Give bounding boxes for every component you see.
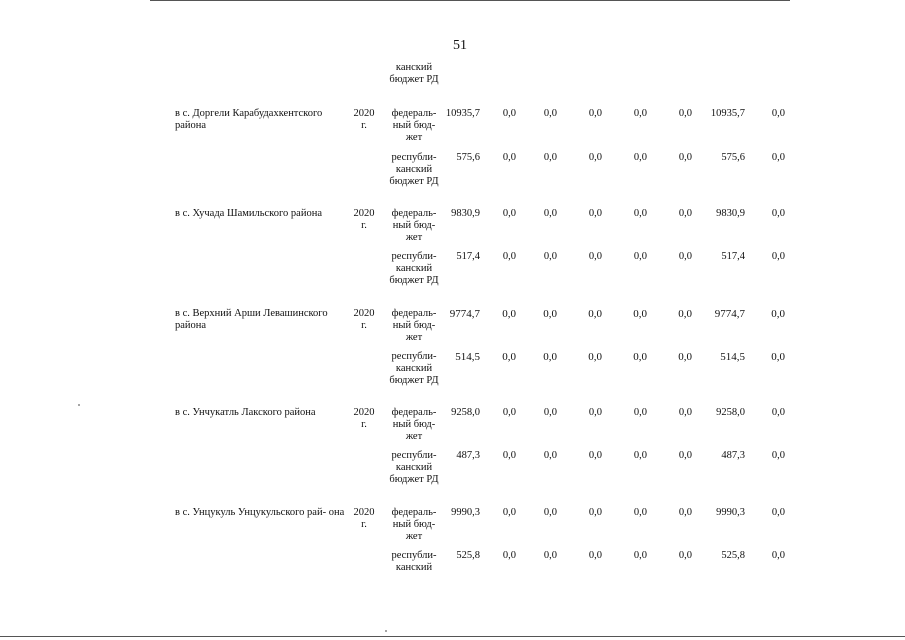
value-cell: 10935,7: [445, 108, 480, 119]
value-cell: 0,0: [588, 152, 602, 163]
value-cell: 0,0: [678, 351, 692, 363]
place-name: в с. Хучада Шамильского района: [175, 208, 322, 219]
value-cell: 9258,0: [716, 407, 745, 418]
value-cell: 0,0: [771, 208, 785, 219]
value-cell: 0,0: [588, 407, 602, 418]
place-name: в с. Верхний Арши Левашинского района: [175, 308, 328, 331]
value-cell: 0,0: [588, 550, 602, 561]
value-cell: 0,0: [678, 507, 692, 518]
value-cell: 525,8: [456, 550, 480, 561]
value-cell: 0,0: [678, 308, 692, 320]
value-cell: 0,0: [543, 550, 557, 561]
budget-label-federal: федераль- ный бюд- жет: [391, 507, 437, 542]
value-cell: 0,0: [543, 251, 557, 262]
value-cell: 0,0: [771, 152, 785, 163]
value-cell: 0,0: [588, 251, 602, 262]
value-cell: 0,0: [588, 108, 602, 119]
year: 2020 г.: [353, 208, 375, 231]
value-cell: 9830,9: [451, 208, 480, 219]
value-cell: 0,0: [543, 152, 557, 163]
value-cell: 0,0: [502, 407, 516, 418]
value-cell: 0,0: [502, 450, 516, 461]
value-cell: 0,0: [633, 251, 647, 262]
value-cell: 514,5: [720, 351, 745, 363]
budget-label-federal: федераль- ный бюд- жет: [391, 308, 437, 343]
value-cell: 0,0: [771, 308, 785, 320]
value-cell: 0,0: [502, 308, 516, 320]
value-cell: 0,0: [771, 407, 785, 418]
budget-label-republic: республи- канский бюджет РД: [389, 251, 439, 286]
value-cell: 0,0: [543, 507, 557, 518]
budget-label-republic: республи- канский бюджет РД: [389, 351, 439, 386]
year: 2020 г.: [353, 108, 375, 131]
value-cell: 517,4: [456, 251, 480, 262]
value-cell: 10935,7: [710, 108, 745, 119]
budget-label-continued: канский бюджет РД: [389, 62, 439, 85]
bottom-edge-line: [0, 636, 905, 637]
value-cell: 0,0: [633, 152, 647, 163]
value-cell: 0,0: [678, 108, 692, 119]
page-number: 51: [453, 38, 467, 53]
value-cell: 517,4: [721, 251, 745, 262]
value-cell: 9990,3: [451, 507, 480, 518]
value-cell: 0,0: [502, 108, 516, 119]
top-edge-line: [150, 0, 790, 1]
budget-label-federal: федераль- ный бюд- жет: [391, 208, 437, 243]
value-cell: 0,0: [771, 550, 785, 561]
budget-label-republic: республи- канский бюджет РД: [389, 450, 439, 485]
value-cell: 0,0: [633, 351, 647, 363]
value-cell: 0,0: [678, 450, 692, 461]
value-cell: 0,0: [588, 308, 602, 320]
value-cell: 0,0: [588, 507, 602, 518]
value-cell: 0,0: [502, 251, 516, 262]
value-cell: 0,0: [543, 450, 557, 461]
value-cell: 0,0: [771, 251, 785, 262]
value-cell: 0,0: [502, 351, 516, 363]
value-cell: 487,3: [456, 450, 480, 461]
value-cell: 0,0: [502, 152, 516, 163]
value-cell: 0,0: [543, 407, 557, 418]
value-cell: 0,0: [771, 351, 785, 363]
budget-label-republic: республи- канский бюджет РД: [389, 152, 439, 187]
value-cell: 0,0: [771, 507, 785, 518]
value-cell: 0,0: [588, 208, 602, 219]
value-cell: 0,0: [543, 308, 557, 320]
value-cell: 0,0: [588, 351, 602, 363]
value-cell: 575,6: [456, 152, 480, 163]
value-cell: 0,0: [633, 550, 647, 561]
value-cell: 9774,7: [449, 308, 480, 320]
value-cell: 525,8: [721, 550, 745, 561]
value-cell: 0,0: [633, 208, 647, 219]
place-name: в с. Унчукатль Лакского района: [175, 407, 316, 418]
year: 2020 г.: [353, 407, 375, 430]
value-cell: 575,6: [721, 152, 745, 163]
value-cell: 0,0: [588, 450, 602, 461]
value-cell: 0,0: [543, 108, 557, 119]
place-name: в с. Унцукуль Унцукульского рай- она: [175, 507, 345, 518]
value-cell: 0,0: [678, 550, 692, 561]
year: 2020 г.: [353, 308, 375, 331]
place-name: в с. Доргели Карабудахкентского района: [175, 108, 323, 131]
value-cell: 514,5: [455, 351, 480, 363]
value-cell: 9990,3: [716, 507, 745, 518]
value-cell: 0,0: [678, 208, 692, 219]
scan-speck: [78, 404, 80, 406]
value-cell: 0,0: [678, 407, 692, 418]
value-cell: 0,0: [543, 208, 557, 219]
value-cell: 0,0: [543, 351, 557, 363]
value-cell: 487,3: [721, 450, 745, 461]
value-cell: 0,0: [771, 108, 785, 119]
budget-label-republic: республи- канский: [391, 550, 437, 573]
value-cell: 0,0: [633, 407, 647, 418]
value-cell: 0,0: [678, 152, 692, 163]
value-cell: 0,0: [633, 507, 647, 518]
value-cell: 0,0: [633, 308, 647, 320]
value-cell: 0,0: [502, 507, 516, 518]
budget-label-federal: федераль- ный бюд- жет: [391, 407, 437, 442]
year: 2020 г.: [353, 507, 375, 530]
value-cell: 9258,0: [451, 407, 480, 418]
value-cell: 0,0: [771, 450, 785, 461]
value-cell: 0,0: [678, 251, 692, 262]
value-cell: 0,0: [502, 208, 516, 219]
value-cell: 9830,9: [716, 208, 745, 219]
value-cell: 0,0: [633, 108, 647, 119]
scan-speck: [385, 630, 387, 632]
value-cell: 0,0: [633, 450, 647, 461]
value-cell: 9774,7: [714, 308, 745, 320]
budget-label-federal: федераль- ный бюд- жет: [391, 108, 437, 143]
value-cell: 0,0: [502, 550, 516, 561]
